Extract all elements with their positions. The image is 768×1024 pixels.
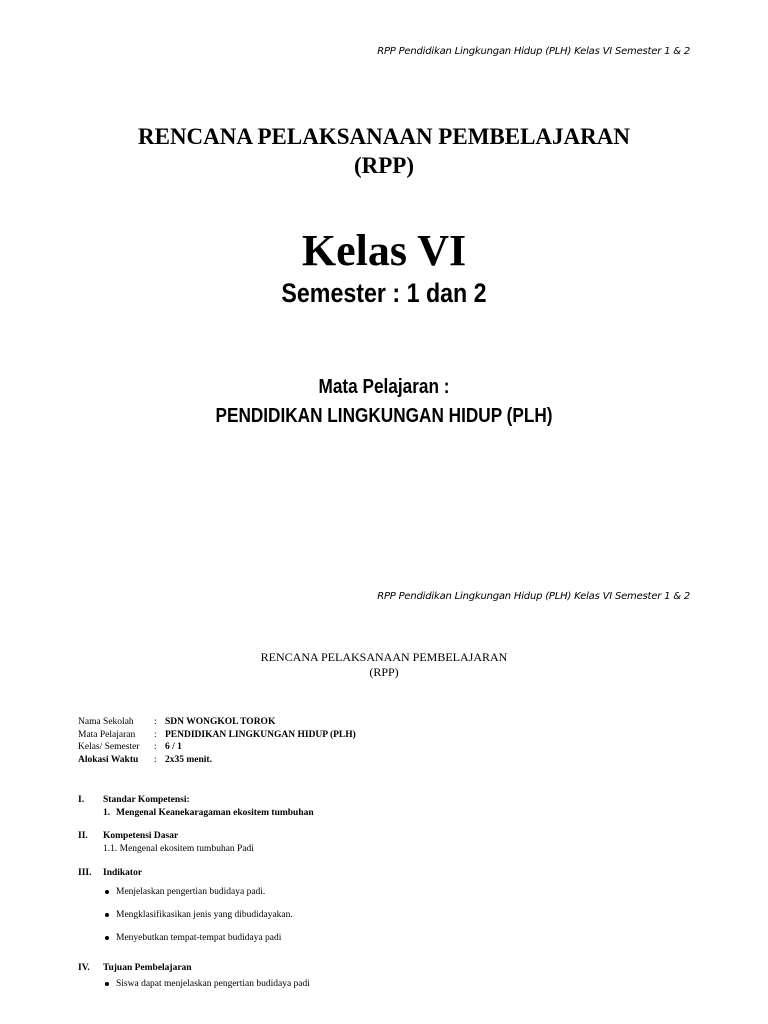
section-standar-kompetensi [78, 794, 314, 819]
bullet-item [105, 932, 281, 945]
info-colon: : [154, 729, 157, 740]
info-colon: : [154, 717, 157, 727]
bullet-text: Menyebutkan tempat-tempat budidaya padi [116, 933, 282, 943]
bullet-text: Siswa dapat menjelaskan pengertian budidaya padi [116, 979, 310, 989]
section-title: Standar Kompetensi: [103, 795, 190, 805]
section-kompetensi-dasar [78, 830, 254, 855]
page-header-note: RPP Pendidikan Lingkungan Hidup (PLH) Kelas VI Semester 1 & 2 [377, 46, 690, 57]
cover-semester: Semester : 1 dan 2 [281, 278, 487, 308]
info-row-school [78, 716, 356, 729]
cover-class-heading: Kelas VI [301, 226, 467, 275]
cover-subject: PENDIDIKAN LINGKUNGAN HIDUP (PLH) [215, 405, 553, 427]
info-row-class [78, 741, 356, 754]
info-label: Nama Sekolah [78, 717, 134, 727]
info-colon: : [154, 754, 157, 765]
info-value: 2x35 menit. [165, 754, 212, 765]
section-tujuan-pembelajaran [78, 962, 310, 989]
bullet-dot-icon [105, 982, 109, 986]
page-header-note: RPP Pendidikan Lingkungan Hidup (PLH) Kelas VI Semester 1 & 2 [377, 591, 690, 602]
item-text: 1.1. Mengenal ekositem tumbuhan Padi [103, 843, 254, 854]
cover-subject-label: Mata Pelajaran : [318, 376, 450, 398]
section-title: Kompetensi Dasar [103, 831, 179, 841]
section-title: Indikator [103, 868, 143, 878]
info-label: Kelas/ Semester [78, 742, 140, 752]
section-indikator [78, 867, 293, 943]
bullet-dot-icon [105, 913, 109, 917]
info-row-subject [78, 729, 356, 742]
info-colon: : [154, 742, 157, 752]
document-title-abbrev: (RPP) [369, 665, 399, 679]
section-number: III. [78, 868, 92, 878]
cover-title-abbrev: (RPP) [353, 153, 415, 178]
bullet-text: Mengklasifikasikan jenis yang dibudidayakan. [116, 910, 293, 920]
identity-table [78, 716, 356, 766]
item-text: Mengenal Keanekaragaman ekositem tumbuhan [116, 807, 314, 818]
bullet-dot-icon [105, 936, 109, 940]
info-label: Mata Pelajaran [78, 729, 136, 740]
cover-title: RENCANA PELAKSANAAN PEMBELAJARAN [138, 124, 630, 149]
item-number: 1. [103, 807, 111, 818]
bullet-dot-icon [105, 890, 109, 894]
section-title: Tujuan Pembelajaran [103, 963, 192, 973]
bullet-item [105, 886, 265, 899]
section-number: IV. [78, 963, 90, 973]
section-number: II. [78, 831, 88, 841]
info-value: 6 / 1 [165, 742, 182, 752]
document-title: RENCANA PELAKSANAAN PEMBELAJARAN [260, 650, 508, 664]
bullet-item [105, 909, 293, 922]
info-value: SDN WONGKOL TOROK [165, 717, 276, 727]
bullet-text: Menjelaskan pengertian budidaya padi. [116, 887, 266, 897]
info-value: PENDIDIKAN LINGKUNGAN HIDUP (PLH) [165, 729, 356, 740]
info-row-time [78, 754, 356, 767]
bullet-item [105, 978, 310, 991]
section-number: I. [78, 795, 85, 805]
info-label: Alokasi Waktu [78, 754, 139, 765]
